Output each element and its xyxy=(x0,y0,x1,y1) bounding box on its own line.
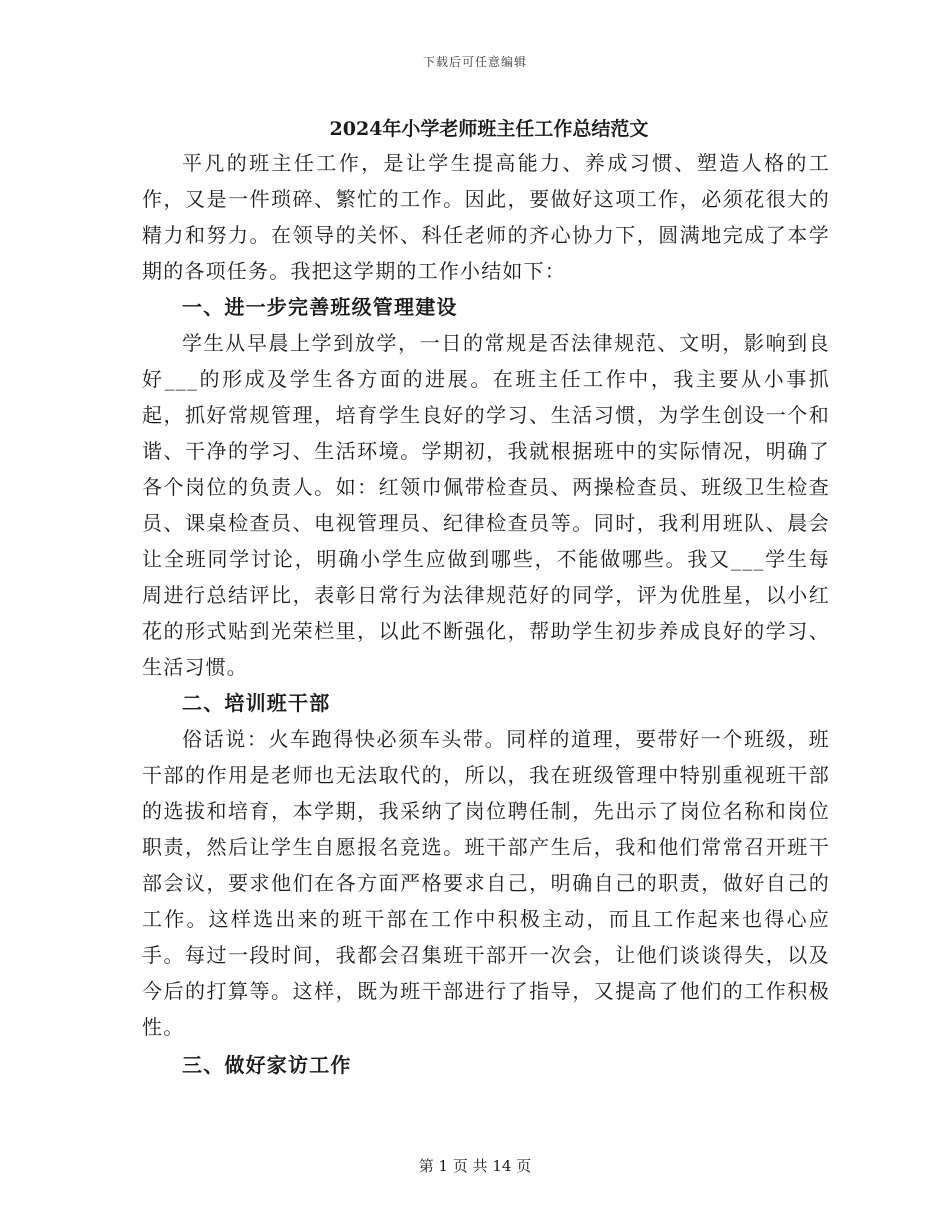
section-heading-class-management: 一、进一步完善班级管理建设 xyxy=(182,295,458,319)
page-header-note: 下载后可任意编辑 xyxy=(422,55,527,69)
intro-paragraph: 平凡的班主任工作，是让学生提高能力、养成习惯、塑造人格的工作，又是一件琐碎、繁忙的工作。因此，要做好这项工作，必须花很大的精力和努力。在领导的关怀、科任老师的齐心协力下，圆满地完成了本学期的各项任务。我把这学期的工作小结如下： xyxy=(142,151,830,283)
section-heading-train-cadres: 二、培训班干部 xyxy=(182,691,331,715)
document-body xyxy=(142,145,830,1083)
page-number-footer: 第 1 页 共 14 页 xyxy=(418,1157,532,1175)
section-body-class-management: 学生从早晨上学到放学，一日的常规是否法律规范、文明，影响到良好___的形成及学生各方面的进展。在班主任工作中，我主要从小事抓起，抓好常规管理，培育学生良好的学习、生活习惯，为学生创设一个和谐、干净的学习、生活环境。学期初，我就根据班中的实际情况，明确了各个岗位的负责人。如：红领巾佩带检查员、两操检查员、班级卫生检查员、课桌检查员、电视管理员、纪律检查员等。同时，我利用班队、晨会让全班同学讨论，明确小学生应做到哪些，不能做哪些。我又___学生每周进行总结评比，表彰日常行为法律规范好的同学，评为优胜星，以小红花的形式贴到光荣栏里，以此不断强化，帮助学生初步养成良好的学习、生活习惯。 xyxy=(142,331,830,679)
document-title: 2024年小学老师班主任工作总结范文 xyxy=(329,118,649,140)
section-body-train-cadres: 俗话说：火车跑得快必须车头带。同样的道理，要带好一个班级，班干部的作用是老师也无法取代的，所以，我在班级管理中特别重视班干部的选拔和培育，本学期，我采纳了岗位聘任制，先出示了岗位名称和岗位职责，然后让学生自愿报名竞选。班干部产生后，我和他们常常召开班干部会议，要求他们在各方面严格要求自己，明确自己的职责，做好自己的工作。这样选出来的班干部在工作中积极主动，而且工作起来也得心应手。每过一段时间，我都会召集班干部开一次会，让他们谈谈得失，以及今后的打算等。这样，既为班干部进行了指导，又提高了他们的工作积极性。 xyxy=(142,727,830,1039)
section-heading-home-visits: 三、做好家访工作 xyxy=(182,1053,352,1077)
